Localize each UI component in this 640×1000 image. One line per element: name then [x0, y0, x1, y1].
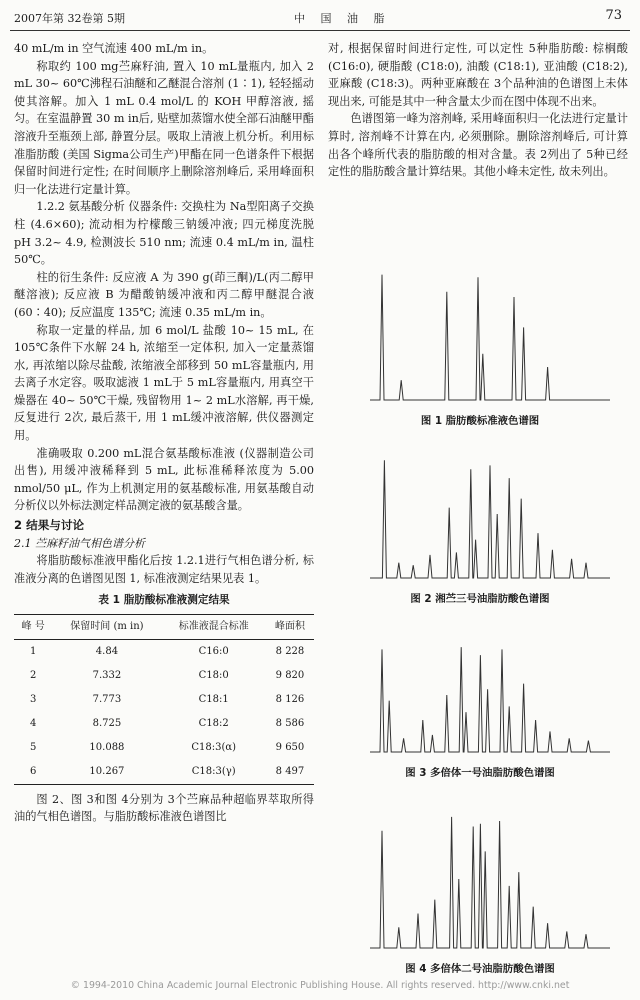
table-header: 峰 号 [14, 615, 52, 640]
paragraph: 称取约 100 mg苎麻籽油, 置入 10 mL量瓶内, 加入 2 mL 30~ 60℃沸程石油醚和乙醚混合溶剂 (1∶1), 轻轻摇动使其溶解。加入 1 mL 0.4 mol/L 的 KOH 甲醇溶液, 摇匀。在室温静置 30 m in后, 贴壁加蒸馏水使全部石油醚甲酯溶液升至瓶颈上部, 静置分层。吸取上清液上机分析。利用标准脂肪酸 (美国 Sigma公司生产)甲酯在同一色谱条件下根据保留时间进行定性; 在时间顺序上删除溶剂峰后, 采用峰面积归一化法进行定量计算。 [14, 59, 314, 196]
table-header: 峰面积 [266, 615, 314, 640]
paragraph: 称取一定量的样品, 加 6 mol/L 盐酸 10~ 15 mL, 在 105℃条件下水解 24 h, 浓缩至一定体积, 加入一定量蒸馏水, 再浓缩以除尽盐酸, 浓缩液全部移到 50 mL容量瓶内, 用去离子水定容。吸取滤液 1 mL于 5 mL容量瓶内, 用真空干燥器在 40~ 50℃干燥, 残留物用 1~ 2 mL水溶解, 再干燥, 反复进行 2次, 最后蒸干, 用 1 mL缓冲液溶解, 供仪器测定用。 [14, 323, 314, 443]
table-cell: 10.088 [89, 741, 125, 753]
paragraph: 1.2.2 氨基酸分析 仪器条件: 交换柱为 Na型阳离子交换柱 (4.6×60); 流动相为柠檬酸三钠缓冲液; 四元梯度洗脱 pH 3.2~ 4.9, 检测波长 510 nm; 流速 0.4 mL/m in, 温柱 50℃。 [14, 200, 314, 267]
table-cell: C18:3(γ) [161, 760, 265, 785]
table-cell: 10.267 [52, 760, 161, 785]
page-number: 73 [605, 8, 622, 23]
table-cell: 8 126 [275, 693, 305, 705]
left-column [14, 40, 314, 826]
chromatogram-trace [370, 460, 610, 578]
table-cell: 2 [30, 669, 37, 681]
table-cell: 4 [30, 717, 37, 729]
table-cell: 6 [14, 760, 52, 785]
table-cell: 1 [30, 645, 37, 657]
figure-caption: 图 4 多倍体二号油脂肪酸色谱图 [405, 963, 555, 975]
running-header [0, 8, 640, 30]
fatty-acid-table [14, 614, 314, 785]
chromatogram-4 [330, 804, 630, 960]
table-row [14, 688, 314, 712]
table-cell: 8 228 [275, 645, 305, 657]
copyright-footer: © 1994-2010 China Academic Journal Electronic Publishing House. All rights reserved. http://www.cnki.net [70, 980, 570, 991]
chromatogram-2 [330, 444, 630, 590]
figure-1 [330, 262, 630, 427]
table-cell: 3 [30, 693, 37, 705]
table-cell: 7.332 [92, 669, 122, 681]
table-cell: C16:0 [198, 645, 229, 657]
table-caption: 表 1 脂肪酸标准液测定结果 [98, 594, 230, 607]
journal-name: 中 国 油 脂 [294, 12, 391, 25]
table-cell: 9 650 [275, 741, 305, 753]
paragraph: 色谱图第一峰为溶剂峰, 采用峰面积归一化法进行定量计算时, 溶剂峰不计算在内, 必须删除。删除溶剂峰后, 可计算出各个峰所代表的脂肪酸的相对含量。表 2列出了 5种已经定性的脂肪酸含量计算结果。其他小峰未定性, 故未列出。 [328, 112, 628, 179]
paragraph: 柱的衍生条件: 反应液 A 为 390 g(茚三酮)/L(丙二醇甲醚溶液); 反应液 B 为醋酸钠缓冲液和丙二醇甲醚混合液 (60∶40); 反应温度 135℃; 流速 0.35 mL/m in。 [14, 270, 314, 319]
table-cell: C18:1 [198, 693, 229, 705]
right-column [328, 40, 628, 181]
chromatogram-1 [330, 262, 630, 412]
table-cell: C18:0 [198, 669, 229, 681]
table-cell: 9 820 [275, 669, 305, 681]
table-cell: 7.773 [92, 693, 122, 705]
journal-issue: 2007年第 32卷第 5期 [14, 12, 125, 25]
table-header: 标准液混合标准 [161, 615, 265, 640]
table-cell: C18:3(α) [191, 741, 237, 753]
table-cell: 8 497 [266, 760, 314, 785]
figure-caption: 图 3 多倍体一号油脂肪酸色谱图 [405, 767, 555, 779]
figure-4 [330, 804, 630, 975]
table-row [14, 736, 314, 760]
paragraph: 准确吸取 0.200 mL混合氨基酸标准液 (仪器制造公司出售), 用缓冲液稀释到 5 mL, 此标准稀释浓度为 5.00 nmol/50 μL, 作为上机测定用的氨基酸标准, 用氨基酸自动分析仪以外标法测定样品测定液的氨基酸含量。 [14, 446, 314, 513]
table-row [14, 760, 314, 785]
paragraph: 图 2、图 3和图 4分别为 3个苎麻品种超临界萃取所得油的气相色谱图。与脂肪酸标准液色谱图比 [14, 792, 314, 824]
table-cell: 8.725 [92, 717, 122, 729]
chromatogram-3 [330, 632, 630, 764]
figure-2 [330, 444, 630, 605]
chromatogram-trace [370, 275, 610, 400]
header-rule [10, 30, 630, 31]
paragraph: 对, 根据保留时间进行定性, 可以定性 5种脂肪酸: 棕榈酸 (C16:0), 硬脂酸 (C18:0), 油酸 (C18:1), 亚油酸 (C18:2), 亚麻酸 (C18:3)。两种亚麻酸在 3个品种油的色谱图上未体现出来, 可能是其中一种含量太少而在图中体现不出来。 [328, 42, 628, 108]
paragraph: 将脂肪酸标准液甲酯化后按 1.2.1进行气相色谱分析, 标准液分离的色谱图见图 1, 标准液测定结果见表 1。 [14, 554, 314, 585]
figure-caption: 图 2 湘苎三号油脂肪酸色谱图 [410, 593, 550, 605]
table-cell: 8 586 [275, 717, 305, 729]
paragraph: 40 mL/m in 空气流速 400 mL/m in。 [14, 42, 214, 55]
section-heading: 2 结果与讨论 [14, 518, 85, 533]
figure-3 [330, 632, 630, 779]
table-cell: 4.84 [95, 645, 119, 657]
table-row [14, 664, 314, 688]
chromatogram-trace [370, 817, 610, 948]
table-cell: 5 [30, 741, 37, 753]
table-cell: C18:2 [198, 717, 229, 729]
table-row [14, 639, 314, 664]
table-row [14, 712, 314, 736]
subsection-heading: 2.1 苎麻籽油气相色谱分析 [14, 536, 145, 550]
figure-caption: 图 1 脂肪酸标准液色谱图 [420, 415, 540, 427]
table-header: 保留时间 (m in) [52, 615, 161, 640]
chromatogram-trace [370, 647, 610, 752]
